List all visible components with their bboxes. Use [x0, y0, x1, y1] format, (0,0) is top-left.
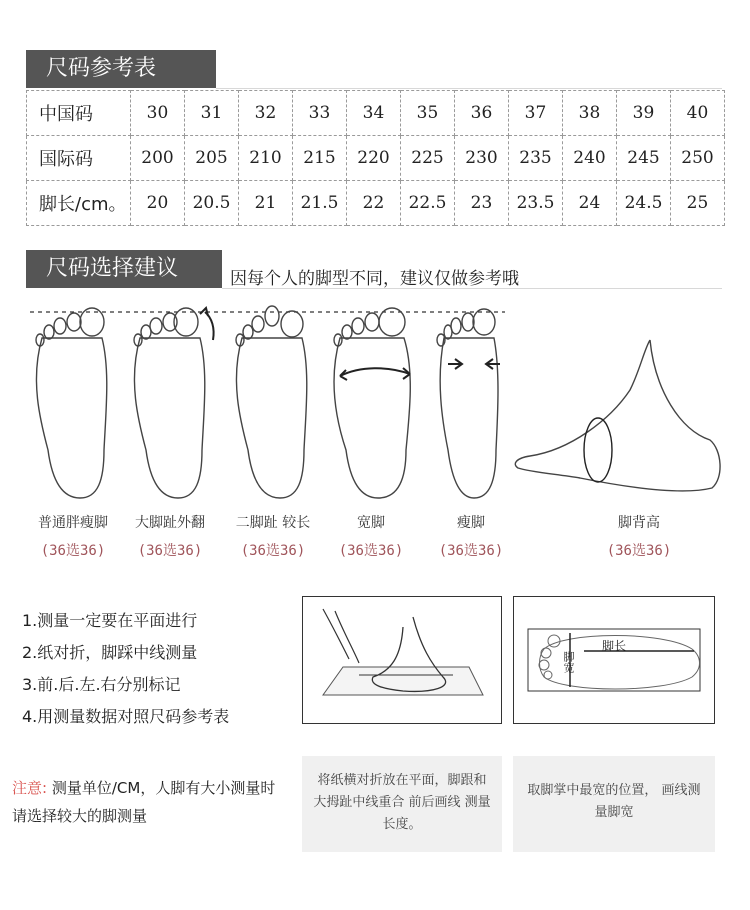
table-cell: 22: [347, 181, 401, 226]
measure-width-illustration: [514, 597, 714, 723]
notice-label: 注意:: [12, 779, 48, 797]
advice-title: 尺码选择建议: [46, 256, 179, 281]
table-cell: 240: [563, 136, 617, 181]
size-table-title: 尺码参考表: [46, 56, 157, 81]
table-cell: 210: [239, 136, 293, 181]
table-cell: 23: [455, 181, 509, 226]
caption-width-text: 取脚掌中最宽的位置， 画线测量脚宽: [527, 783, 701, 820]
foot-label: 瘦脚: [457, 515, 485, 531]
table-cell: 200: [131, 136, 185, 181]
advice-note: 因每个人的脚型不同，建议仅做参考哦: [230, 269, 519, 289]
feet-illustrations: [0, 300, 750, 510]
header-divider: [216, 88, 722, 89]
foot-length-label: 脚长: [602, 639, 627, 653]
foot-sub: (36选36): [40, 543, 106, 559]
table-cell: 39: [617, 91, 671, 136]
table-cell: 250: [671, 136, 725, 181]
caption-width: [513, 756, 715, 852]
row-label: 脚长/cm。: [27, 181, 131, 226]
table-cell: 32: [239, 91, 293, 136]
row-label: 国际码: [27, 136, 131, 181]
foot-high-instep-icon: [515, 340, 720, 491]
table-row: [27, 91, 725, 136]
foot-bunion-icon: [134, 308, 214, 498]
table-cell: 40: [671, 91, 725, 136]
foot-sub: (36选36): [338, 543, 404, 559]
caption-length: [302, 756, 502, 852]
table-cell: 205: [185, 136, 239, 181]
table-cell: 21.5: [293, 181, 347, 226]
foot-normal-icon: [36, 308, 107, 498]
foot-sub: (36选36): [240, 543, 306, 559]
table-cell: 30: [131, 91, 185, 136]
table-row: [27, 181, 725, 226]
table-cell: 33: [293, 91, 347, 136]
advice-header: [26, 250, 222, 288]
foot-label: 宽脚: [357, 515, 385, 531]
table-cell: 37: [509, 91, 563, 136]
table-cell: 35: [401, 91, 455, 136]
measure-length-illustration: [303, 597, 501, 723]
foot-wide-icon: [334, 308, 410, 498]
table-cell: 220: [347, 136, 401, 181]
step-1: 1.测量一定要在平面进行: [22, 611, 198, 630]
table-cell: 225: [401, 136, 455, 181]
table-row: [27, 136, 725, 181]
foot-narrow-icon: [437, 309, 500, 498]
foot-width-label: 脚宽: [562, 651, 575, 673]
table-cell: 23.5: [509, 181, 563, 226]
caption-length-text: 将纸横对折放在平面，脚跟和大拇趾中线重合 前后画线 测量长度。: [313, 773, 491, 832]
table-cell: 36: [455, 91, 509, 136]
step-4: 4.用测量数据对照尺码参考表: [22, 707, 230, 726]
table-cell: 24: [563, 181, 617, 226]
table-cell: 20: [131, 181, 185, 226]
notice-text: 测量单位/CM，人脚有大小测量时请选择较大的脚测量: [12, 779, 276, 825]
notice: [12, 774, 282, 830]
table-cell: 215: [293, 136, 347, 181]
table-cell: 21: [239, 181, 293, 226]
table-cell: 20.5: [185, 181, 239, 226]
table-cell: 31: [185, 91, 239, 136]
table-cell: 25: [671, 181, 725, 226]
foot-label: 脚背高: [618, 515, 660, 531]
foot-sub: (36选36): [137, 543, 203, 559]
foot-long-second-toe-icon: [236, 306, 307, 498]
table-cell: 230: [455, 136, 509, 181]
row-label: 中国码: [27, 91, 131, 136]
size-table-header: [26, 50, 216, 88]
step-2: 2.纸对折，脚踩中线测量: [22, 643, 198, 662]
foot-label: 大脚趾外翻: [135, 515, 205, 531]
step-3: 3.前.后.左.右分别标记: [22, 675, 181, 694]
table-cell: 245: [617, 136, 671, 181]
width-diagram: [513, 596, 715, 724]
length-diagram: [302, 596, 502, 724]
table-cell: 34: [347, 91, 401, 136]
size-table: [26, 90, 725, 226]
table-cell: 38: [563, 91, 617, 136]
foot-label: 二脚趾 较长: [235, 515, 311, 531]
foot-sub: (36选36): [606, 543, 672, 559]
table-cell: 24.5: [617, 181, 671, 226]
table-cell: 235: [509, 136, 563, 181]
table-cell: 22.5: [401, 181, 455, 226]
foot-label: 普通胖瘦脚: [38, 515, 108, 531]
foot-sub: (36选36): [438, 543, 504, 559]
